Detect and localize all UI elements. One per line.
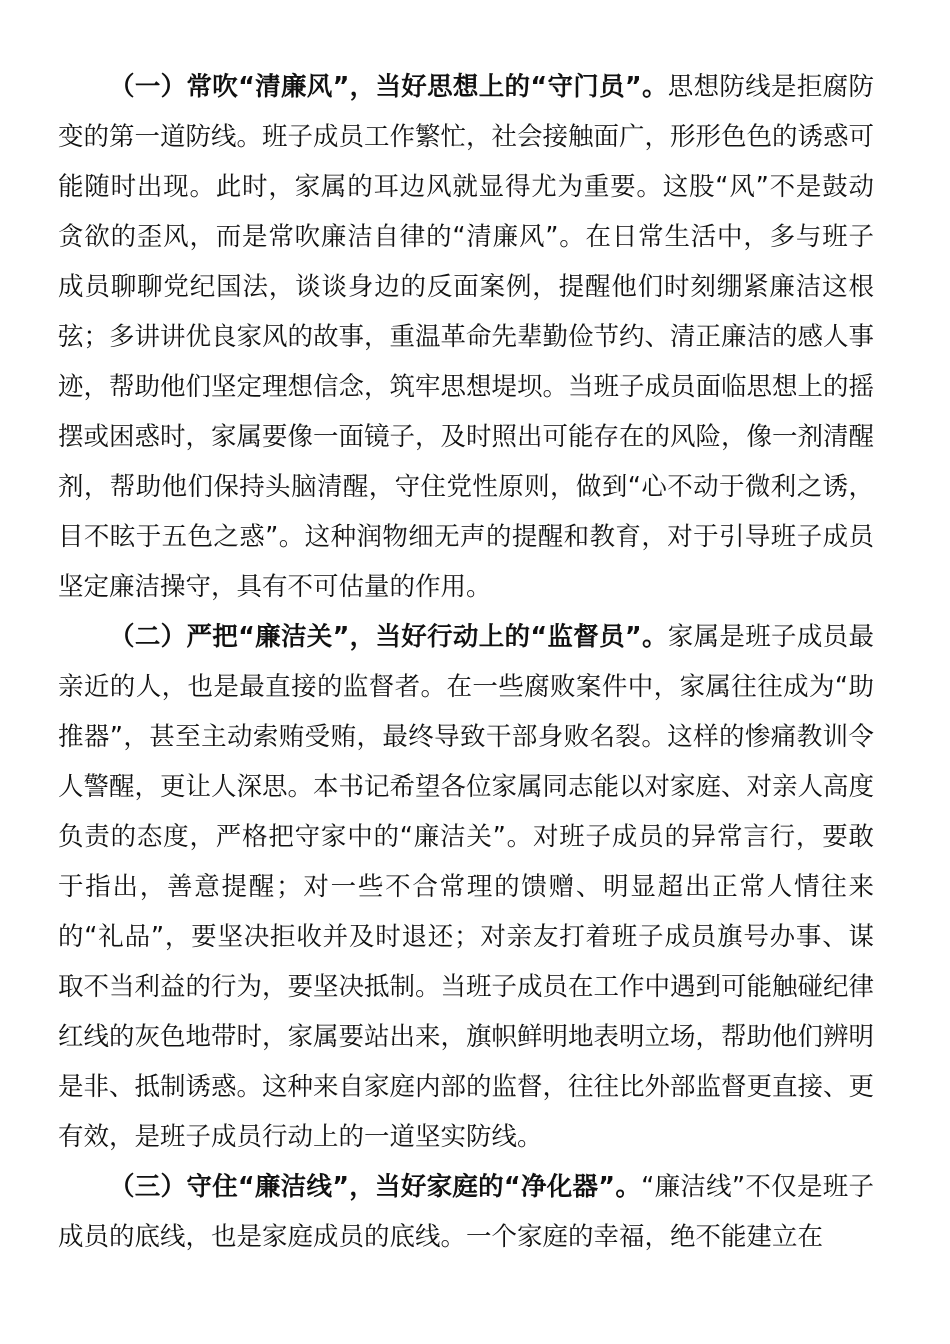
paragraph-1-body: 思想防线是拒腐防变的第一道防线。班子成员工作繁忙，社会接触面广，形形色色的诱惑可能随时出现。此时，家属的耳边风就显得尤为重要。这股“风”不是鼓动贪欲的歪风，而是常吹廉洁自律的“清廉风”。在日常生活中，多与班子成员聊聊党纪国法，谈谈身边的反面案例，提醒他们时刻绷紧廉洁这根弦；多讲讲优良家风的故事，重温革命先辈勤俭节约、清正廉洁的感人事迹，帮助他们坚定理想信念，筑牢思想堤坝。当班子成员面临思想上的摇摆或困惑时，家属要像一面镜子，及时照出可能存在的风险，像一剂清醒剂，帮助他们保持头脑清醒，守住党性原则，做到“心不动于微利之诱，目不眩于五色之惑”。这种润物细无声的提醒和教育，对于引导班子成员坚定廉洁操守，具有不可估量的作用。: [58, 72, 875, 602]
paragraph-2-heading: （二）严把“廉洁关”，当好行动上的“监督员”。: [109, 622, 668, 652]
paragraph-1: [58, 62, 874, 612]
paragraph-1-heading: （一）常吹“清廉风”，当好思想上的“守门员”。: [109, 72, 668, 102]
paragraph-2-body: 家属是班子成员最亲近的人，也是最直接的监督者。在一些腐败案件中，家属往往成为“助推器”，甚至主动索贿受贿，最终导致干部身败名裂。这样的惨痛教训令人警醒，更让人深思。本书记希望各位家属同志能以对家庭、对亲人高度负责的态度，严格把守家中的“廉洁关”。对班子成员的异常言行，要敢于指出，善意提醒；对一些不合常理的馈赠、明显超出正常人情往来的“礼品”，要坚决拒收并及时退还；对亲友打着班子成员旗号办事、谋取不当利益的行为，要坚决抵制。当班子成员在工作中遇到可能触碰纪律红线的灰色地带时，家属要站出来，旗帜鲜明地表明立场，帮助他们辨明是非、抵制诱惑。这种来自家庭内部的监督，往往比外部监督更直接、更有效，是班子成员行动上的一道坚实防线。: [58, 622, 875, 1152]
paragraph-3: [58, 1162, 874, 1262]
document-page: [58, 62, 874, 1262]
paragraph-3-body: “廉洁线”不仅是班子成员的底线，也是家庭成员的底线。一个家庭的幸福，绝不能建立在: [58, 1172, 874, 1252]
paragraph-2: [58, 612, 874, 1162]
paragraph-3-heading: （三）守住“廉洁线”，当好家庭的“净化器”。: [109, 1172, 642, 1202]
